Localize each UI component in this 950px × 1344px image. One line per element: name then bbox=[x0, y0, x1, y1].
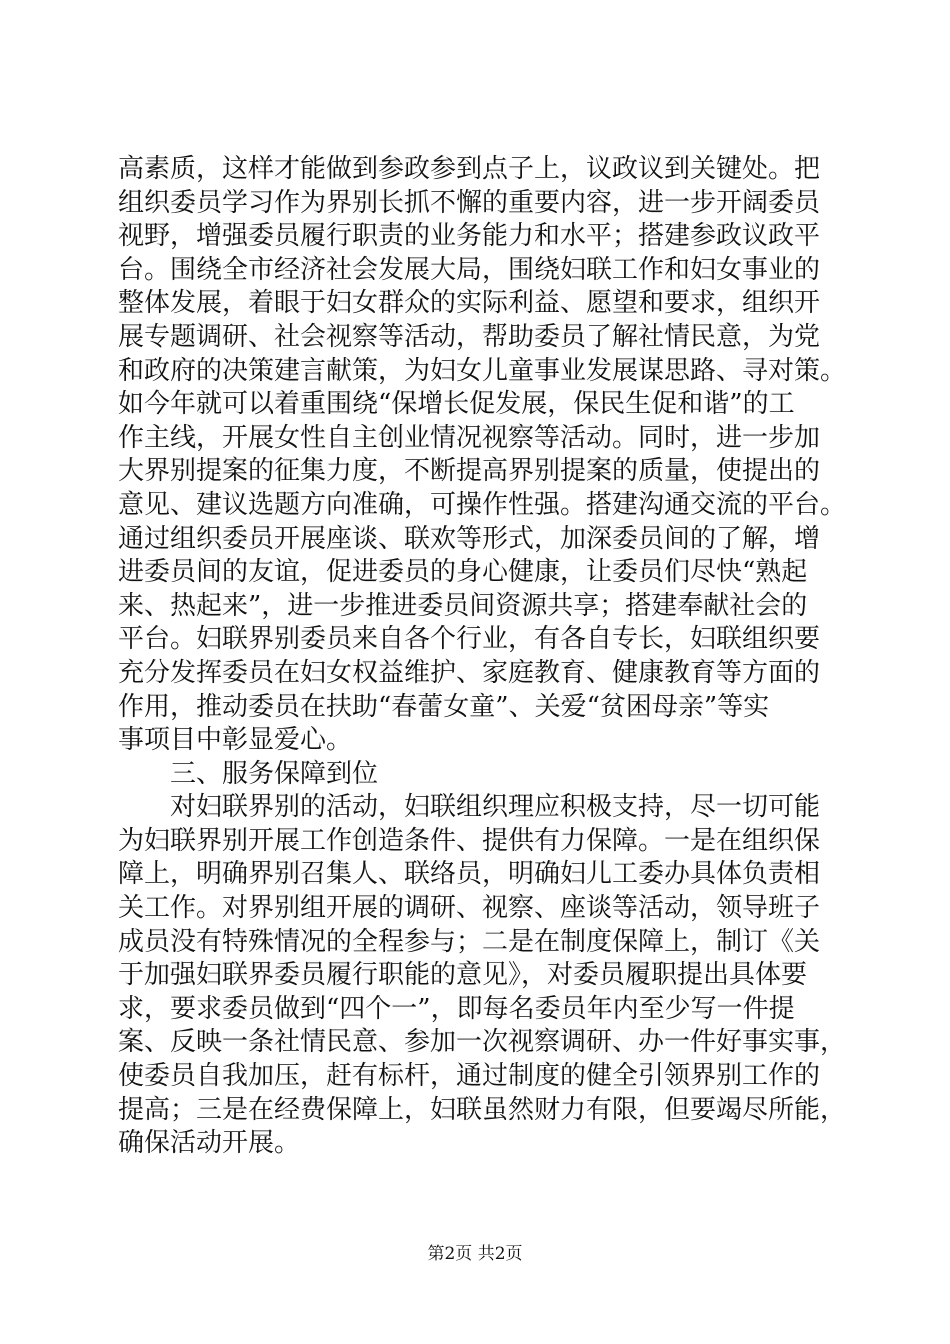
text-line: 案、反映一条社情民意、参加一次视察调研、办一件好事实事， bbox=[118, 1027, 847, 1058]
text-line: 于加强妇联界委员履行职能的意见》，对委员履职提出具体要 bbox=[118, 960, 808, 991]
text-line: 关工作。对界别组开展的调研、视察、座谈等活动，领导班子 bbox=[118, 893, 821, 924]
text-line: 事项目中彰显爱心。 bbox=[118, 725, 353, 756]
text-line: 展专题调研、社会视察等活动，帮助委员了解社情民意，为党 bbox=[118, 321, 821, 352]
text-line: 成员没有特殊情况的全程参与；二是在制度保障上，制订《关 bbox=[118, 926, 821, 957]
text-line: 大界别提案的征集力度，不断提高界别提案的质量，使提出的 bbox=[118, 456, 821, 487]
page-number: 第2页 共2页 bbox=[427, 1244, 523, 1264]
text-line: 提高；三是在经费保障上，妇联虽然财力有限，但要竭尽所能， bbox=[118, 1094, 847, 1125]
text-line: 作用，推动委员在扶助“春蕾女童”、关爱“贫困母亲”等实 bbox=[118, 691, 770, 722]
text-line: 为妇联界别开展工作创造条件、提供有力保障。一是在组织保 bbox=[118, 825, 821, 856]
text-line: 组织委员学习作为界别长抓不懈的重要内容，进一步开阔委员 bbox=[118, 187, 821, 218]
page-footer bbox=[0, 1243, 950, 1265]
text-line: 意见、建议选题方向准确，可操作性强。搭建沟通交流的平台。 bbox=[118, 489, 847, 520]
text-line: 充分发挥委员在妇女权益维护、家庭教育、健康教育等方面的 bbox=[118, 657, 821, 688]
section-heading: 三、服务保障到位 bbox=[170, 758, 379, 789]
text-line: 和政府的决策建言献策，为妇女儿童事业发展谋思路、寻对策。 bbox=[118, 355, 847, 386]
text-line: 视野，增强委员履行职责的业务能力和水平；搭建参政议政平 bbox=[118, 221, 821, 252]
text-line: 作主线，开展女性自主创业情况视察等活动。同时，进一步加 bbox=[118, 422, 821, 453]
text-line: 确保活动开展。 bbox=[118, 1128, 301, 1159]
text-line: 整体发展，着眼于妇女群众的实际利益、愿望和要求，组织开 bbox=[118, 288, 821, 319]
text-line: 通过组织委员开展座谈、联欢等形式，加深委员间的了解，增 bbox=[118, 523, 821, 554]
text-line: 如今年就可以着重围绕“保增长促发展，保民生促和谐”的工 bbox=[118, 389, 795, 420]
text-line: 平台。妇联界别委员来自各个行业，有各自专长，妇联组织要 bbox=[118, 624, 821, 655]
body-text bbox=[118, 153, 847, 1161]
text-line: 来、热起来”，进一步推进委员间资源共享；搭建奉献社会的 bbox=[118, 590, 808, 621]
text-line: 障上，明确界别召集人、联络员，明确妇儿工委办具体负责相 bbox=[118, 859, 821, 890]
text-line: 对妇联界别的活动，妇联组织理应积极支持，尽一切可能 bbox=[170, 792, 821, 823]
text-line: 台。围绕全市经济社会发展大局，围绕妇联工作和妇女事业的 bbox=[118, 254, 821, 285]
text-line: 进委员间的友谊，促进委员的身心健康，让委员们尽快“熟起 bbox=[118, 557, 808, 588]
text-line: 求，要求委员做到“四个一”，即每名委员年内至少写一件提 bbox=[118, 993, 795, 1024]
text-line: 使委员自我加压，赶有标杆，通过制度的健全引领界别工作的 bbox=[118, 1061, 821, 1092]
text-line: 高素质，这样才能做到参政参到点子上，议政议到关键处。把 bbox=[118, 154, 821, 184]
